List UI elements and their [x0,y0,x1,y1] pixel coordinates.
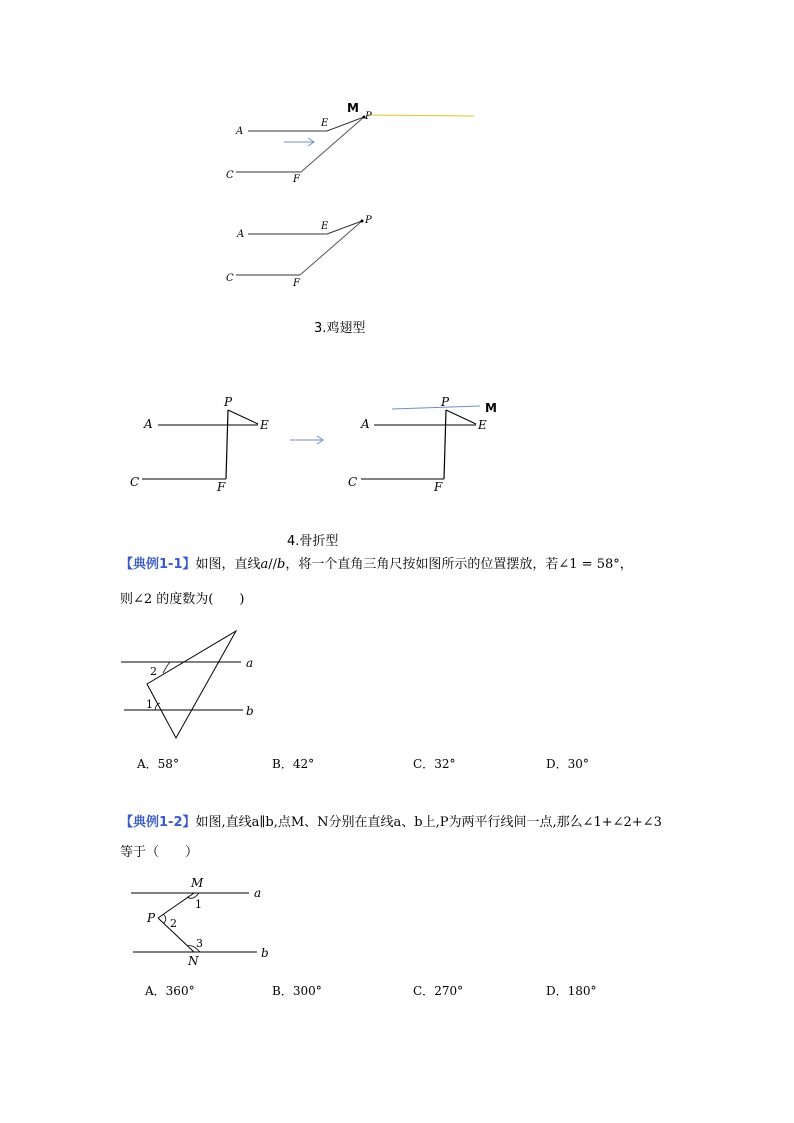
label-e-right: E [478,418,487,432]
choice-c[interactable] [413,982,463,999]
label-3: 3 [196,937,203,950]
label-c: C [226,170,234,181]
label-e: E [321,118,329,129]
parallel-symbol: // [268,557,278,572]
label-p-left: P [224,395,233,409]
label-c-right: C [348,475,358,489]
label-p: P [147,911,156,925]
section-title-3: 3.鸡翅型 [314,321,366,336]
choice-value: 180° [567,984,597,998]
choice-b[interactable] [272,982,322,999]
label-a-left: A [144,417,153,431]
choice-letter: A． [137,757,158,771]
choice-letter: B． [272,757,293,771]
label-f: F [293,278,300,289]
choice-value: 300° [292,984,322,998]
label-a: A [237,229,245,240]
label-f-left: F [217,480,226,494]
label-f-right: F [434,480,443,494]
label-m: M [485,401,497,415]
label-b: b [246,704,254,718]
example-tag: 【典例1-1】 [120,557,196,572]
choice-value: 42° [292,757,315,771]
angle-2-arc [163,914,166,923]
var-a: a [260,557,269,572]
label-p: P [365,215,372,226]
choice-letter: B． [272,984,293,998]
question-text-part1: 如图,直线a∥b,点M、N分别在直线a、b上,P为两平行线间一点,那么∠1+∠2+∠3 [195,815,662,830]
label-b: b [261,946,269,960]
example-tag: 【典例1-2】 [120,815,196,830]
label-e-left: E [260,418,269,432]
example-1-2-question-line2: 等于（ ） [120,845,199,860]
label-e: E [321,221,329,232]
choice-value: 32° [434,757,456,771]
label-m: M [347,101,359,115]
var-b: b [277,557,286,572]
choice-letter: C． [413,757,435,771]
label-c-left: C [130,475,140,489]
label-m: M [191,876,204,890]
question-text-part1: 如图，直线 [195,557,261,572]
choice-d[interactable] [546,982,597,999]
choice-letter: D． [546,984,568,998]
label-p-right: P [441,395,450,409]
choice-value: 270° [434,984,464,998]
label-a: a [246,656,254,670]
choice-letter: A． [145,984,166,998]
choice-a[interactable] [145,982,195,999]
choice-letter: C． [413,984,435,998]
label-a-right: A [361,417,370,431]
label-p: P [365,111,372,122]
label-1: 1 [146,698,153,711]
question-text-part2: ，将一个直角三角尺按如图所示的位置摆放，若∠1 = 58°， [285,557,633,572]
choice-letter: D． [546,757,568,771]
example-1-1-question-line2: 则∠2 的度数为( ) [120,592,245,607]
label-f: F [293,174,300,185]
choice-value: 58° [157,757,179,771]
label-a: a [254,886,262,900]
label-2: 2 [150,665,157,678]
choice-value: 30° [567,757,589,771]
label-a: A [236,126,244,137]
label-2: 2 [170,917,177,930]
label-c: C [226,273,234,284]
section-title-4: 4.骨折型 [287,534,339,549]
label-n: N [188,954,199,968]
choice-value: 360° [165,984,195,998]
label-1: 1 [195,898,202,911]
